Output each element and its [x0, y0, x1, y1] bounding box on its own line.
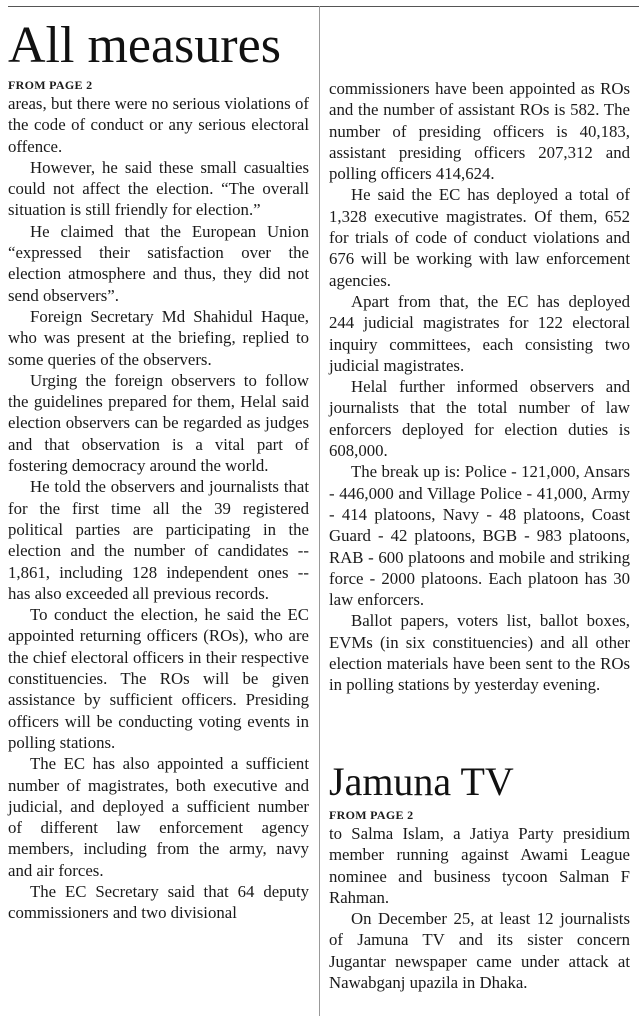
- paragraph: He told the observers and journalists that for the first time all the 39 registered political parties are participating in the election and the number of candidates -- 1,861, including 128 independent ones -- has also exceeded all previous records.: [8, 477, 309, 603]
- top-rule: [8, 6, 639, 7]
- kicker-from-page: FROM PAGE 2: [8, 78, 93, 92]
- column-divider: [319, 6, 320, 1016]
- story2-column: [329, 808, 630, 993]
- paragraph: The EC has also appointed a sufficient number of magistrates, both executive and judicial, and deployed a sufficient number of different law enforcement agency members, including from the army, navy and air forces.: [8, 754, 309, 880]
- paragraph: to Salma Islam, a Jatiya Party presidium member running against Awami League nominee and business tycoon Salman F Rahman.: [329, 824, 630, 907]
- paragraph: To conduct the election, he said the EC appointed returning officers (ROs), who are the chief electoral officers in their respective constituencies. The ROs will be given assistance by sufficient officers. Presiding officers will be conducting voting events in polling stations.: [8, 605, 309, 752]
- paragraph: Foreign Secretary Md Shahidul Haque, who was present at the briefing, replied to some queries of the observers.: [8, 306, 309, 369]
- kicker-from-page: FROM PAGE 2: [329, 808, 414, 822]
- paragraph: Helal further informed observers and journalists that the total number of law enforcers deployed for election duties is 608,000.: [329, 377, 630, 461]
- headline-all-measures: All measures: [8, 17, 281, 74]
- paragraph: Apart from that, the EC has deployed 244 judicial magistrates for 122 electoral inquiry committees, each consisting two judicial magistrates.: [329, 291, 630, 375]
- story1-column-1: [8, 78, 309, 924]
- paragraph: The break up is: Police - 121,000, Ansars - 446,000 and Village Police - 41,000, Army - 414 platoons, Navy - 48 platoons, Coast Guard - 42 platoons, BGB - 983 platoons, RAB - 600 platoons and mobile and striking force - 2000 platoons. Each platoon has 30 law enforcers.: [329, 462, 630, 610]
- paragraph: He claimed that the European Union “expressed their satisfaction over the election atmosphere and thus, they did not send observers”.: [8, 221, 309, 305]
- story1-column-2: [329, 78, 630, 696]
- paragraph: On December 25, at least 12 journalists of Jamuna TV and its sister concern Jugantar newspaper came under attack at Nawabganj upazila in Dhaka.: [329, 909, 630, 993]
- headline-jamuna-tv: Jamuna TV: [329, 759, 514, 804]
- paragraph: Urging the foreign observers to follow the guidelines prepared for them, Helal said election observers can be regarded as judges and that observation is a vital part of fostering democracy around the world.: [8, 370, 309, 476]
- paragraph: Ballot papers, voters list, ballot boxes, EVMs (in six constituencies) and all other election materials have been sent to the ROs in polling stations by yesterday evening.: [329, 611, 630, 695]
- paragraph: commissioners have been appointed as ROs and the number of assistant ROs is 582. The number of presiding officers is 40,183, assistant presiding officers 207,312 and polling officers 414,624.: [329, 79, 630, 184]
- paragraph: areas, but there were no serious violations of the code of conduct or any serious electoral offence.: [8, 94, 309, 156]
- paragraph: He said the EC has deployed a total of 1,328 executive magistrates. Of them, 652 for trials of code of conduct violations and 676 will be working with law enforcement agencies.: [329, 185, 630, 290]
- paragraph: The EC Secretary said that 64 deputy commissioners and two divisional: [8, 881, 309, 923]
- paragraph: However, he said these small casualties could not affect the election. “The overall situation is still friendly for election.”: [8, 157, 309, 220]
